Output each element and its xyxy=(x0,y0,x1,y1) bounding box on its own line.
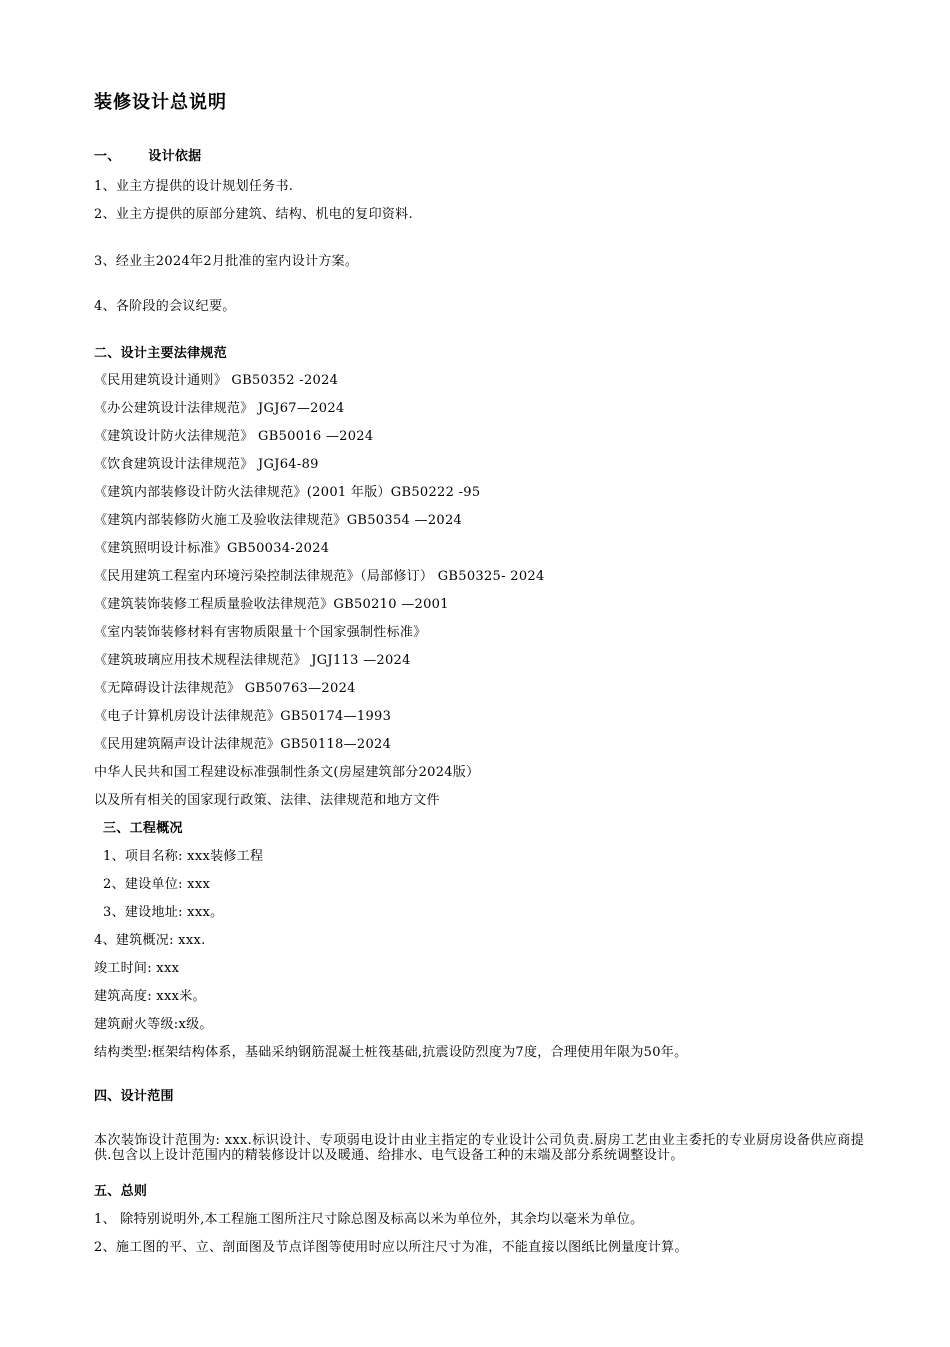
section-1-item: 1、业主方提供的设计规划任务书. xyxy=(94,179,294,194)
project-info-item: 结构类型:框架结构体系，基础采纳钢筋混凝土桩筏基础,抗震设防烈度为7度，合理使用年限为50年。 xyxy=(94,1045,688,1060)
project-info-item: 1、项目名称: xxx装修工程 xyxy=(103,849,264,864)
regulation-item: 以及所有相关的国家现行政策、法律、法律规范和地方文件 xyxy=(94,793,440,808)
regulation-item: 中华人民共和国工程建设标准强制性条文(房屋建筑部分2024版） xyxy=(94,765,480,780)
section-1-item: 4、各阶段的会议纪要。 xyxy=(94,299,236,314)
regulation-item: 《电子计算机房设计法律规范》GB50174—1993 xyxy=(94,709,392,724)
regulation-item: 《饮食建筑设计法律规范》 JGJ64-89 xyxy=(94,457,319,472)
regulation-item: 《建筑内部装修防火施工及验收法律规范》GB50354 —2024 xyxy=(94,513,463,528)
regulation-item: 《民用建筑隔声设计法律规范》GB50118—2024 xyxy=(94,737,392,752)
regulation-item: 《建筑照明设计标准》GB50034-2024 xyxy=(94,541,330,556)
section-1-heading xyxy=(94,149,201,165)
project-info-item: 3、建设地址: xxx。 xyxy=(103,905,224,920)
document-title: 装修设计总说明 xyxy=(94,92,227,113)
section-1-item: 3、经业主2024年2月批准的室内设计方案。 xyxy=(94,254,359,269)
section-1-item: 2、业主方提供的原部分建筑、结构、机电的复印资料. xyxy=(94,207,413,222)
section-5-heading: 五、总则 xyxy=(94,1184,148,1199)
design-scope-paragraph: 本次装饰设计范围为: xxx.标识设计、专项弱电设计由业主指定的专业设计公司负责.厨房工艺由业主委托的专业厨房设备供应商提供.包含以上设计范围内的精装修设计以及暖通、给排水、电气设备工种的末端及部分系统调整设计。 xyxy=(94,1133,864,1163)
general-rule-item: 1、 除特别说明外,本工程施工图所注尺寸除总图及标高以米为单位外，其余均以毫米为单位。 xyxy=(94,1212,644,1227)
project-info-item: 建筑高度: xxx米。 xyxy=(94,989,206,1004)
regulation-item: 《民用建筑工程室内环境污染控制法律规范》（局部修订） GB50325- 2024 xyxy=(94,569,545,584)
regulation-item: 《建筑设计防火法律规范》 GB50016 —2024 xyxy=(94,429,374,444)
project-info-item: 建筑耐火等级:x级。 xyxy=(94,1017,213,1032)
project-info-item: 2、建设单位: xxx xyxy=(103,877,211,892)
section-1-number: 一、 xyxy=(94,149,121,164)
section-2-heading: 二、设计主要法律规范 xyxy=(94,346,228,361)
regulation-item: 《建筑装饰装修工程质量验收法律规范》GB50210 —2001 xyxy=(94,597,449,612)
regulation-item: 《建筑玻璃应用技术规程法律规范》 JGJ113 —2024 xyxy=(94,653,411,668)
regulation-item: 《办公建筑设计法律规范》 JGJ67—2024 xyxy=(94,401,345,416)
project-info-item: 竣工时间: xxx xyxy=(94,961,180,976)
regulation-item: 《室内装饰装修材料有害物质限量十个国家强制性标准》 xyxy=(94,625,427,640)
general-rule-item: 2、施工图的平、立、剖面图及节点详图等使用时应以所注尺寸为准，不能直接以图纸比例量度计算。 xyxy=(94,1240,688,1255)
project-info-item: 4、建筑概况: xxx. xyxy=(94,933,206,948)
section-4-heading: 四、设计范围 xyxy=(94,1089,174,1104)
regulation-item: 《民用建筑设计通则》 GB50352 -2024 xyxy=(94,373,339,388)
section-3-heading: 三、工程概况 xyxy=(103,821,183,836)
regulation-item: 《无障碍设计法律规范》 GB50763—2024 xyxy=(94,681,356,696)
section-1-title: 设计依据 xyxy=(148,149,202,164)
regulation-item: 《建筑内部装修设计防火法律规范》(2001 年版）GB50222 -95 xyxy=(94,485,481,500)
